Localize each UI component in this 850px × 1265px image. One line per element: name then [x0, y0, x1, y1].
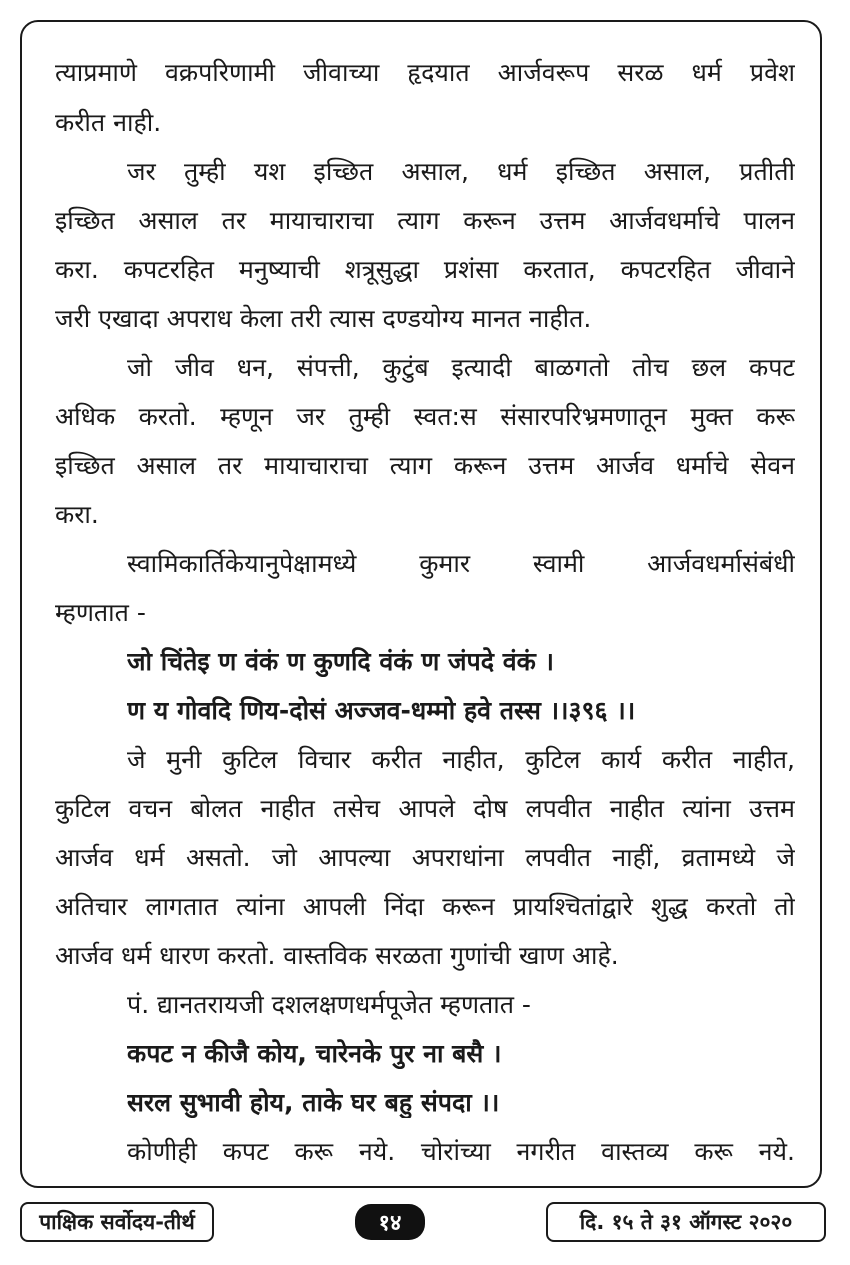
paragraph-line: जरी एखादा अपराध केला तरी त्यास दण्डयोग्य मानत नाहीत.: [55, 304, 592, 333]
paragraph-line: अतिचार लागतात त्यांना आपली निंदा करून प्रायश्चितांद्वारे शुद्ध करतो तो: [55, 892, 795, 921]
issue-date: दि. १५ ते ३१ ऑगस्ट २०२०: [546, 1202, 826, 1242]
paragraph-line: करा.: [55, 500, 99, 529]
paragraph-line: स्वामिकार्तिकेयानुपेक्षामध्ये कुमार स्वामी आर्जवधर्मासंबंधी: [127, 549, 795, 578]
verse-line: जो चिंतेइ ण वंकं ण कुणदि वंकं ण जंपदे वंकं ।: [127, 647, 554, 676]
paragraph-line: त्याप्रमाणे वक्रपरिणामी जीवाच्या हृदयात आर्जवरूप सरळ धर्म प्रवेश: [55, 58, 795, 87]
paragraph-line: कोणीही कपट करू नये. चोरांच्या नगरीत वास्तव्य करू नये.: [127, 1137, 795, 1166]
paragraph-line: करा. कपटरहित मनुष्याची शत्रूसुद्धा प्रशंसा करतात, कपटरहित जीवाने: [55, 255, 795, 284]
paragraph-line: करीत नाही.: [55, 108, 162, 137]
paragraph-line: म्हणतात -: [55, 598, 146, 627]
paragraph-line: आर्जव धर्म असतो. जो आपल्या अपराधांना लपवीत नाहीं, व्रतामध्ये जे: [55, 843, 795, 872]
paragraph-line: इच्छित असाल तर मायाचाराचा त्याग करून उत्तम आर्जव धर्माचे सेवन: [55, 451, 795, 480]
paragraph-line: आर्जव धर्म धारण करतो. वास्तविक सरळता गुणांची खाण आहे.: [55, 941, 619, 970]
paragraph-line: जो जीव धन, संपत्ती, कुटुंब इत्यादी बाळगतो तोच छल कपट: [127, 353, 795, 382]
paragraph-line: इच्छित असाल तर मायाचाराचा त्याग करून उत्तम आर्जवधर्माचे पालन: [55, 206, 795, 235]
paragraph-line: पं. द्यानतरायजी दशलक्षणधर्मपूजेत म्हणतात -: [127, 990, 531, 1019]
verse-line: ण य गोवदि णिय-दोसं अज्जव-धम्मो हवे तस्स ।।३९६ ।।: [127, 696, 636, 725]
paragraph-line: जर तुम्ही यश इच्छित असाल, धर्म इच्छित असाल, प्रतीती: [127, 157, 795, 186]
paragraph-line: कुटिल वचन बोलत नाहीत तसेच आपले दोष लपवीत नाहीत त्यांना उत्तम: [55, 794, 795, 823]
paragraph-line: जे मुनी कुटिल विचार करीत नाहीत, कुटिल कार्य करीत नाहीत,: [127, 745, 795, 774]
verse-line: कपट न कीजै कोय, चारेनके पुर ना बसै ।: [127, 1039, 502, 1068]
paragraph-line: अधिक करतो. म्हणून जर तुम्ही स्वत:स संसारपरिभ्रमणातून मुक्त करू: [55, 402, 795, 431]
page-number: १४: [355, 1204, 425, 1240]
publication-name: पाक्षिक सर्वोदय-तीर्थ: [20, 1202, 214, 1242]
verse-line: सरल सुभावी होय, ताके घर बहु संपदा ।।: [127, 1088, 500, 1117]
